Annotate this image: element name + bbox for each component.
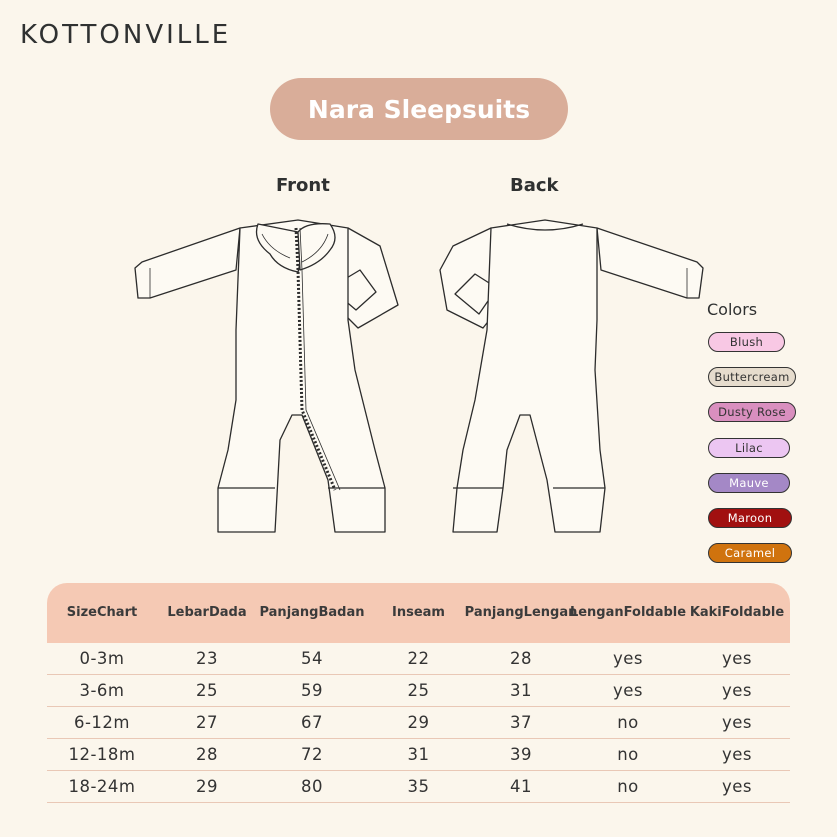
table-cell: 25: [407, 681, 430, 700]
brand-logo: KOTTONVILLE: [20, 20, 232, 50]
column-header-text: Kaki: [689, 605, 722, 620]
table-cell: 35: [407, 777, 430, 796]
column-header-text: Foldable: [721, 605, 785, 620]
table-cell: 29: [196, 777, 218, 796]
table-cell: 25: [196, 681, 218, 700]
column-header: [684, 583, 790, 643]
table-cell: 80: [301, 777, 323, 796]
table-cell: yes: [612, 649, 643, 668]
table-cell: yes: [721, 681, 752, 700]
colors-heading: Colors: [707, 300, 758, 319]
column-header: [367, 583, 470, 643]
table-cell: 31: [407, 745, 430, 764]
table-cell: 39: [510, 745, 532, 764]
column-header: [569, 583, 687, 643]
table-cell: 3-6m: [79, 681, 125, 700]
column-header-text: Lebar: [167, 605, 209, 620]
table-row: [47, 739, 790, 771]
color-swatch-mauve: Mauve: [708, 473, 790, 493]
column-header-text: Panjang: [464, 605, 524, 620]
back-view-label: Back: [510, 175, 559, 196]
color-swatch-lilac: Lilac: [708, 438, 790, 458]
table-cell: 28: [510, 649, 532, 668]
table-cell: 6-12m: [73, 713, 131, 732]
table-cell: 27: [196, 713, 218, 732]
table-cell: 72: [301, 745, 323, 764]
table-row: [47, 771, 790, 803]
table-row: [47, 675, 790, 707]
table-cell: yes: [721, 745, 752, 764]
table-cell: 67: [301, 713, 323, 732]
table-cell: yes: [612, 681, 643, 700]
size-chart-table: [47, 583, 790, 803]
table-cell: 31: [510, 681, 532, 700]
column-header-text: Lengan: [569, 605, 624, 620]
table-cell: 29: [407, 713, 430, 732]
size-chart-body: [47, 643, 790, 803]
column-header-text: Inseam: [392, 605, 445, 620]
product-title-pill: [270, 78, 568, 140]
table-cell: yes: [721, 649, 752, 668]
table-cell: 28: [196, 745, 218, 764]
color-swatch-dusty-rose: Dusty Rose: [708, 402, 796, 422]
column-header: [47, 583, 157, 643]
table-cell: no: [617, 713, 639, 732]
table-cell: 59: [301, 681, 323, 700]
table-cell: 0-3m: [79, 649, 125, 668]
front-garment-illustration: [130, 210, 405, 540]
table-cell: 18-24m: [68, 777, 136, 796]
column-header: [257, 583, 367, 643]
column-header-text: Foldable: [623, 605, 687, 620]
table-cell: yes: [721, 777, 752, 796]
size-chart-header: [47, 583, 790, 643]
column-header-text: Size: [66, 605, 97, 620]
product-title: Nara Sleepsuits: [307, 94, 531, 124]
column-header: [157, 583, 257, 643]
column-header-text: Panjang: [259, 605, 319, 620]
table-row: [47, 707, 790, 739]
column-header-text: Chart: [97, 605, 138, 620]
table-cell: no: [617, 745, 639, 764]
column-header: [464, 583, 578, 643]
table-cell: 41: [510, 777, 532, 796]
color-swatch-maroon: Maroon: [708, 508, 792, 528]
table-cell: 22: [407, 649, 430, 668]
color-swatch-buttercream: Buttercream: [708, 367, 796, 387]
color-swatch-blush: Blush: [708, 332, 785, 352]
table-cell: yes: [721, 713, 752, 732]
table-cell: 12-18m: [68, 745, 136, 764]
table-cell: 37: [510, 713, 532, 732]
column-header-text: Lengan: [523, 605, 578, 620]
column-header-text: Badan: [318, 605, 365, 620]
front-view-label: Front: [276, 175, 330, 196]
back-garment-illustration: [435, 210, 710, 540]
table-cell: 54: [301, 649, 323, 668]
color-swatch-caramel: Caramel: [708, 543, 792, 563]
table-cell: 23: [196, 649, 218, 668]
table-cell: no: [617, 777, 639, 796]
column-header-text: Dada: [208, 605, 247, 620]
table-row: [47, 643, 790, 675]
